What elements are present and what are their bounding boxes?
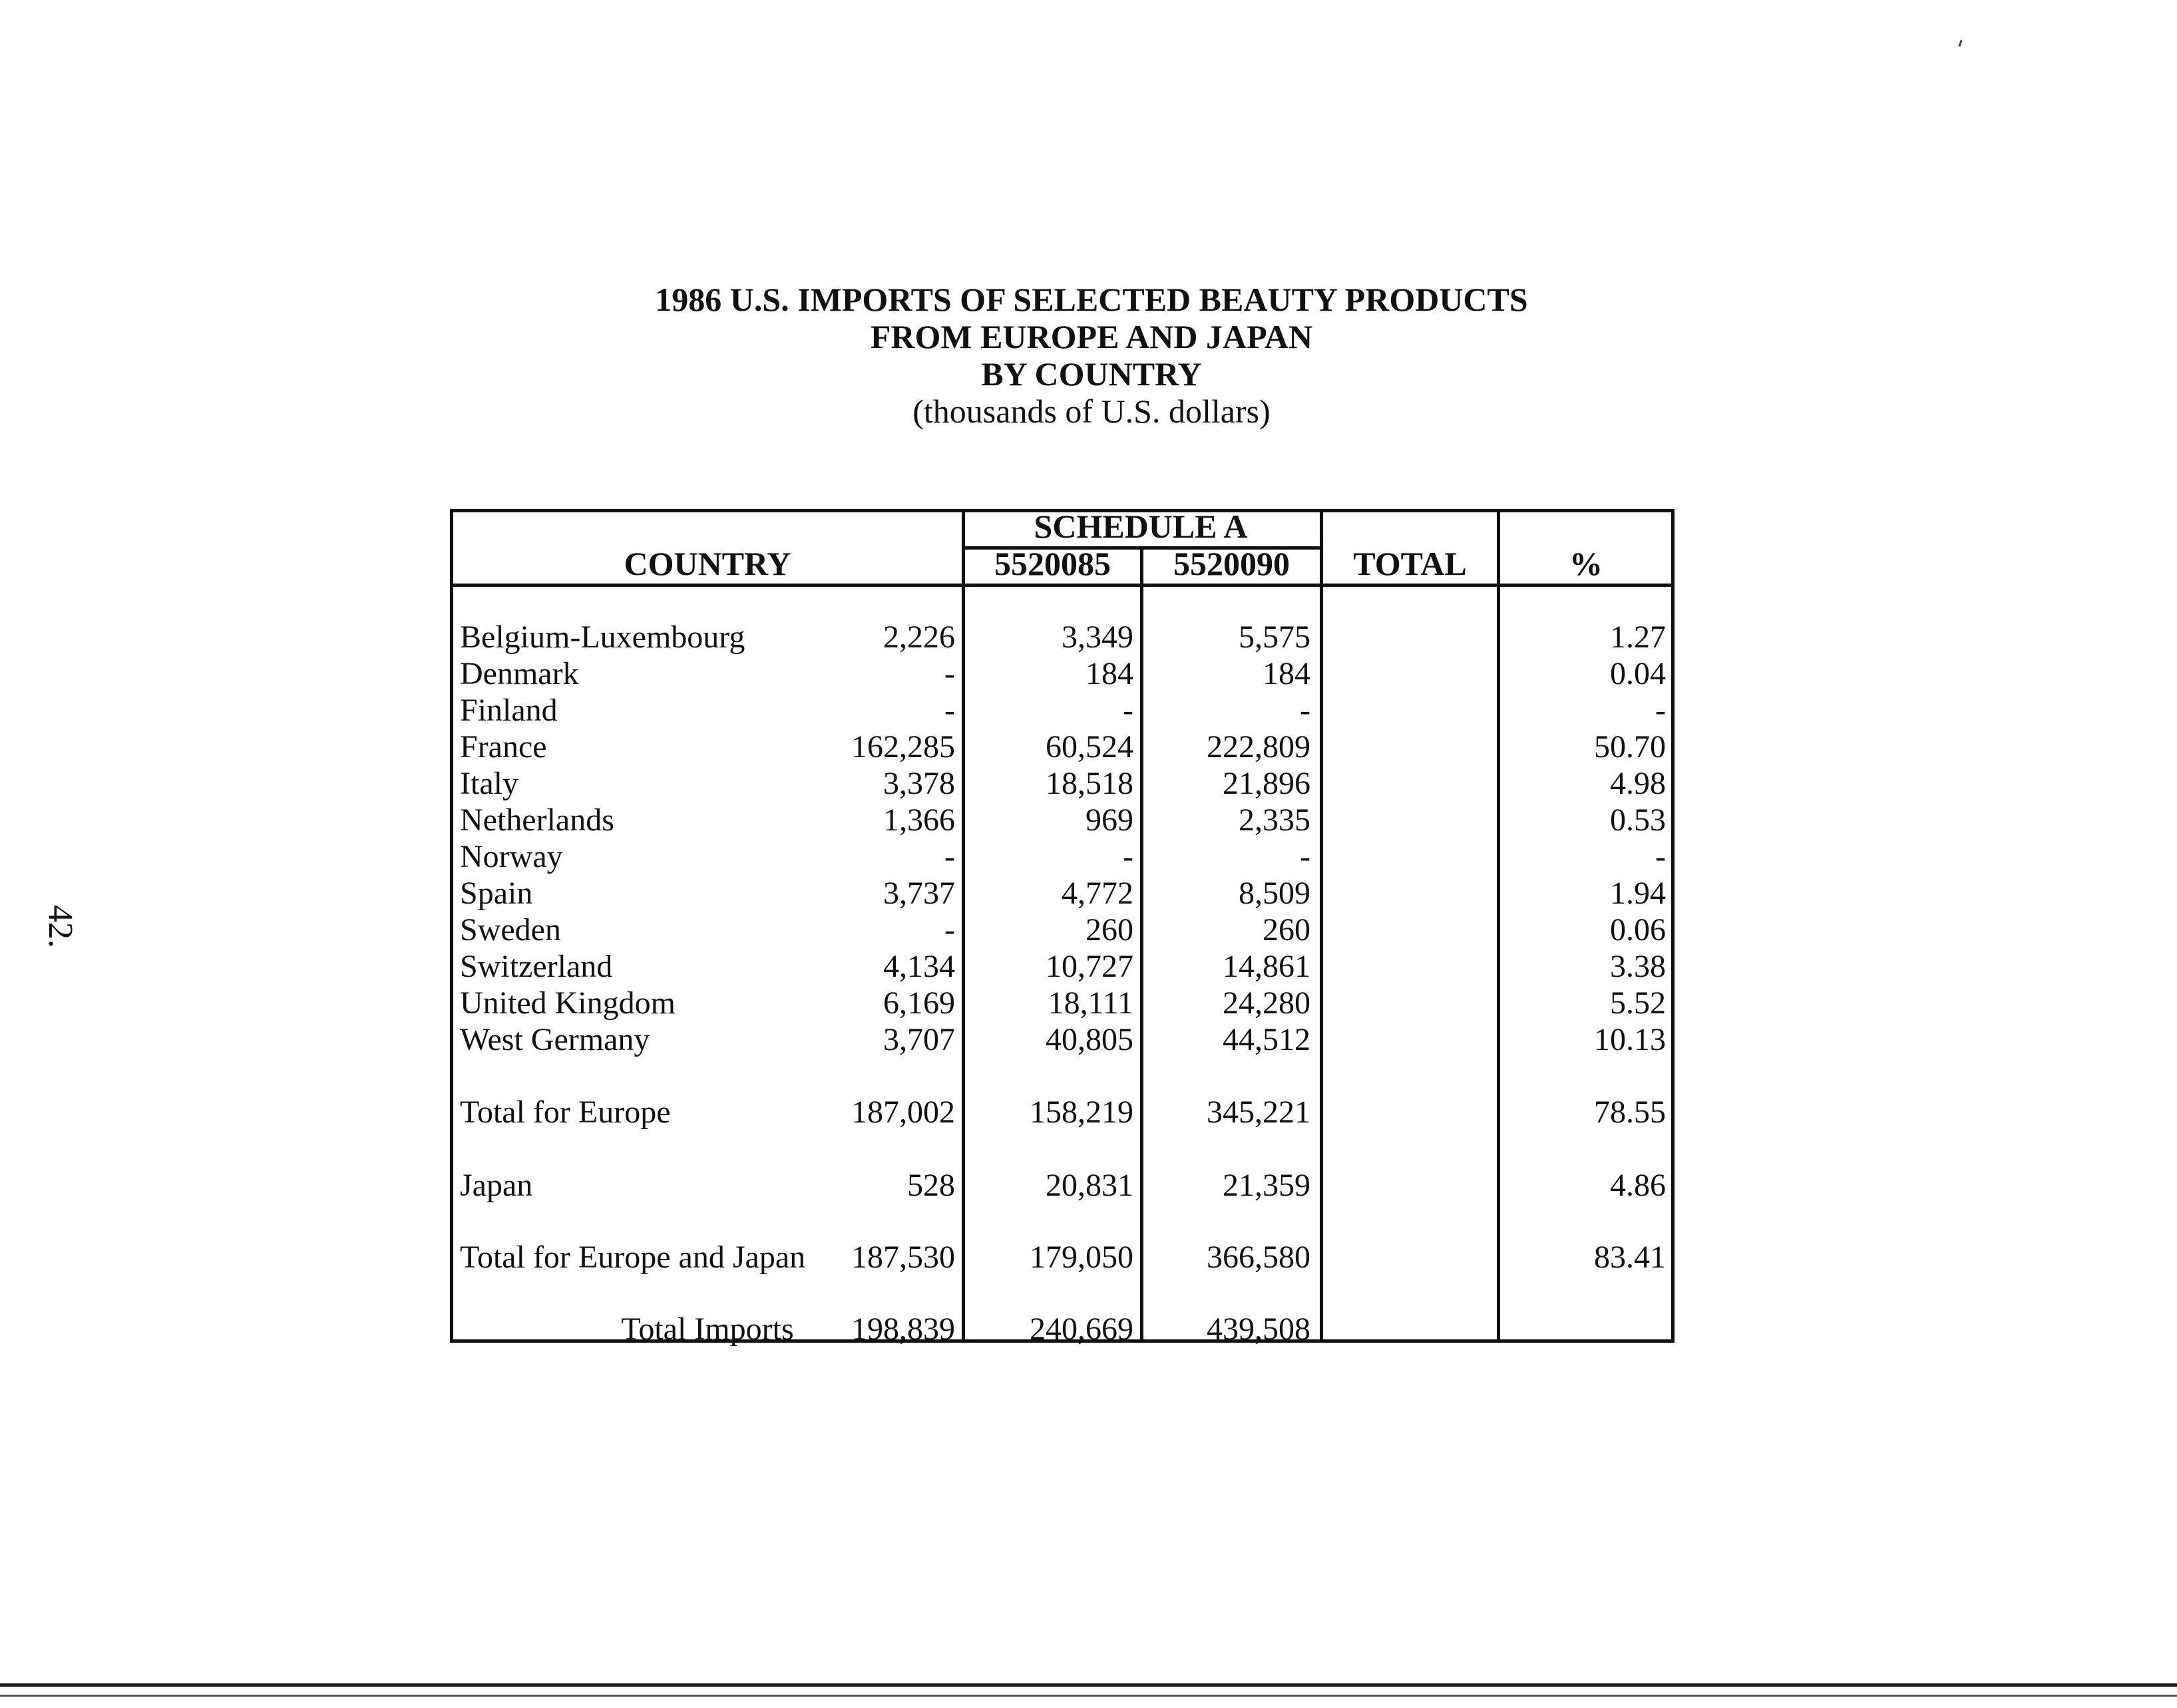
percent-cell: 78.55 (1594, 1095, 1666, 1130)
table-row (453, 948, 1671, 985)
table-row (453, 985, 1671, 1021)
total-cell: 260 (1263, 912, 1310, 947)
percent-cell: - (1655, 693, 1666, 728)
code2-cell: 158,219 (1030, 1095, 1133, 1130)
percent-column-header: % (1569, 545, 1603, 582)
code1-cell: - (944, 693, 955, 728)
total-cell: 21,359 (1223, 1168, 1310, 1203)
total-cell: 14,861 (1223, 949, 1310, 984)
country-cell: Total for Europe and Japan (460, 1240, 806, 1275)
table-row (453, 655, 1671, 692)
title-line-1: 1986 U.S. IMPORTS OF SELECTED BEAUTY PRODUCTS (655, 281, 1528, 318)
country-cell: Sweden (460, 912, 561, 947)
total-cell: 184 (1263, 656, 1310, 691)
percent-cell: 4.98 (1610, 766, 1666, 801)
code2-cell: 260 (1086, 912, 1133, 947)
country-cell: Belgium-Luxembourg (460, 619, 745, 655)
code1-cell: - (944, 839, 955, 874)
country-cell: Netherlands (460, 802, 614, 838)
percent-cell: 1.94 (1610, 876, 1666, 911)
code1-cell: 3,378 (883, 766, 955, 801)
table-row (453, 619, 1671, 655)
code2-cell: - (1123, 839, 1133, 874)
code2-cell: 3,349 (1062, 619, 1133, 655)
total-cell: 2,335 (1239, 802, 1310, 838)
total-cell: 8,509 (1239, 876, 1310, 911)
japan-row (453, 1167, 1671, 1204)
percent-cell: 83.41 (1594, 1240, 1666, 1275)
code1-cell: 3,707 (883, 1022, 955, 1057)
country-cell: Total for Europe (460, 1095, 671, 1130)
bottom-rule (0, 1683, 2177, 1687)
total-column-header: TOTAL (1353, 545, 1467, 582)
total-europe-japan-row (453, 1239, 1671, 1276)
percent-cell: 0.53 (1610, 802, 1666, 838)
code1-cell: 6,169 (883, 985, 955, 1021)
country-cell: Finland (460, 693, 558, 728)
bottom-rule-thin (0, 1695, 2177, 1697)
total-europe-row (453, 1094, 1671, 1130)
total-cell: 345,221 (1207, 1095, 1310, 1130)
table-row (453, 692, 1671, 729)
code-5520085-header: 5520085 (994, 545, 1111, 582)
total-cell: 21,896 (1223, 766, 1310, 801)
percent-cell: 50.70 (1594, 729, 1666, 765)
code2-cell: 40,805 (1046, 1022, 1133, 1057)
code2-cell: 60,524 (1046, 729, 1133, 765)
code1-cell: - (944, 912, 955, 947)
country-cell: Spain (460, 876, 533, 911)
country-cell: United Kingdom (460, 985, 676, 1021)
percent-cell: 0.04 (1610, 656, 1666, 691)
code2-cell: 20,831 (1046, 1168, 1133, 1203)
schedule-a-header: SCHEDULE A (962, 512, 1320, 550)
country-cell: Norway (460, 839, 563, 874)
country-cell: Denmark (460, 656, 579, 691)
total-cell: - (1300, 839, 1310, 874)
code1-cell: 4,134 (883, 949, 955, 984)
percent-cell: 0.06 (1610, 912, 1666, 947)
code2-cell: - (1123, 693, 1133, 728)
code1-cell: 187,002 (851, 1095, 955, 1130)
country-cell: West Germany (460, 1022, 650, 1057)
table-row (453, 765, 1671, 802)
code1-cell: 528 (907, 1168, 955, 1203)
percent-cell: 3.38 (1610, 949, 1666, 984)
table-row (453, 1021, 1671, 1058)
code2-cell: 184 (1086, 656, 1133, 691)
title-units: (thousands of U.S. dollars) (912, 393, 1271, 430)
title-line-2: FROM EUROPE AND JAPAN (870, 318, 1313, 355)
country-cell: Total Imports (621, 1311, 794, 1347)
country-cell: Japan (460, 1168, 533, 1203)
percent-cell: 1.27 (1610, 619, 1666, 655)
code1-cell: 2,226 (883, 619, 955, 655)
code1-cell: 1,366 (883, 802, 955, 838)
total-cell: 44,512 (1223, 1022, 1310, 1057)
code2-cell: 969 (1086, 802, 1133, 838)
code2-cell: 10,727 (1046, 949, 1133, 984)
table-row (453, 729, 1671, 765)
code2-cell: 240,669 (1030, 1311, 1133, 1347)
code1-cell: 198,839 (851, 1311, 955, 1347)
total-cell: 5,575 (1239, 619, 1310, 655)
total-imports-row (453, 1311, 1671, 1347)
title-line-3: BY COUNTRY (981, 355, 1202, 393)
header-rule (453, 584, 1671, 587)
table-title (466, 281, 1717, 430)
code2-cell: 179,050 (1030, 1240, 1133, 1275)
total-cell: 366,580 (1207, 1240, 1310, 1275)
code1-cell: 187,530 (851, 1240, 955, 1275)
code-5520090-header: 5520090 (1173, 545, 1290, 582)
table-row (453, 875, 1671, 912)
total-cell: - (1300, 693, 1310, 728)
country-cell: Italy (460, 766, 518, 801)
total-cell: 222,809 (1207, 729, 1310, 765)
percent-cell: 10.13 (1594, 1022, 1666, 1057)
imports-table (450, 508, 1675, 1347)
code2-cell: 18,518 (1046, 766, 1133, 801)
country-cell: France (460, 729, 547, 765)
percent-cell: 4.86 (1610, 1168, 1666, 1203)
country-cell: Switzerland (460, 949, 613, 984)
percent-cell: - (1655, 839, 1666, 874)
code2-cell: 4,772 (1062, 876, 1133, 911)
table-row (453, 838, 1671, 875)
country-column-header: COUNTRY (624, 545, 791, 582)
code2-cell: 18,111 (1048, 985, 1133, 1021)
code1-cell: - (944, 656, 955, 691)
total-cell: 439,508 (1207, 1311, 1310, 1347)
code1-cell: 3,737 (883, 876, 955, 911)
code1-cell: 162,285 (851, 729, 955, 765)
page-number: 42. (41, 905, 79, 948)
percent-cell: 5.52 (1610, 985, 1666, 1021)
table-row (453, 802, 1671, 838)
table-row (453, 912, 1671, 948)
total-cell: 24,280 (1223, 985, 1310, 1021)
scan-mark (1958, 40, 1962, 47)
